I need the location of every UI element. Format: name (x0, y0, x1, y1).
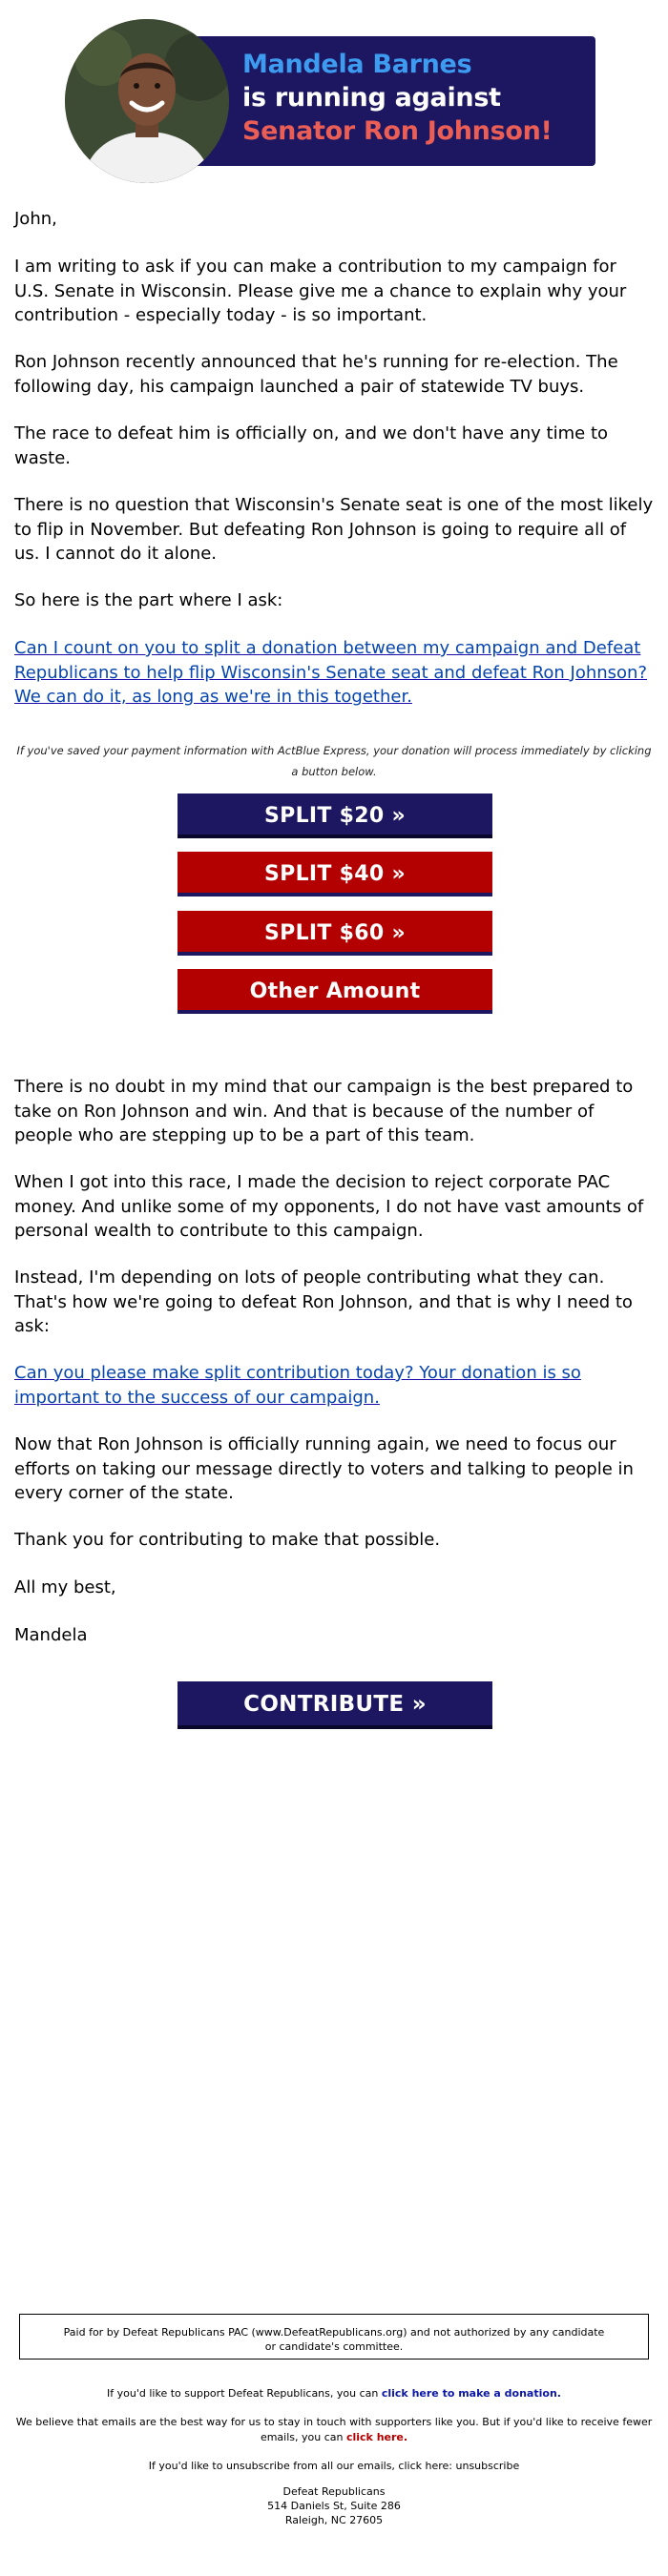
paragraph-9: Now that Ron Johnson is officially running again, we need to focus our efforts on taking our message directly to voters and talking to people in every corner of the state. (14, 1434, 634, 1503)
support-prefix: If you'd like to support Defeat Republicans, you can (107, 2387, 382, 2400)
split-20-button[interactable]: SPLIT $20 » (177, 793, 492, 838)
paid-for-disclaimer-box (19, 2314, 649, 2360)
paragraph-10: Thank you for contributing to make that possible. (14, 1530, 441, 1550)
paragraph-8: Instead, I'm depending on lots of people contributing what they can. That's how we're going to defeat Ron Johnson, and that is why I need to ask: (14, 1267, 633, 1336)
unsubscribe-line[interactable]: If you'd like to unsubscribe from all our emails, click here: unsubscribe (148, 2460, 520, 2472)
contribute-button[interactable]: CONTRIBUTE » (177, 1681, 492, 1729)
signoff: All my best, (14, 1577, 116, 1597)
support-line (14, 2386, 654, 2401)
headline-line-3: Senator Ron Johnson! (242, 116, 553, 146)
fewer-emails-line (14, 2415, 654, 2445)
paid-for-text: Paid for by Defeat Republicans PAC (www.DefeatRepublicans.org) and not authorized by any candidate or candidate's committee. (63, 2326, 605, 2353)
other-amount-button[interactable]: Other Amount (177, 969, 492, 1014)
split-60-button[interactable]: SPLIT $60 » (177, 911, 492, 956)
signature: Mandela (14, 1625, 88, 1645)
address-line-2: Raleigh, NC 27605 (284, 2514, 384, 2526)
paragraph-6: There is no doubt in my mind that our campaign is the best prepared to take on Ron Johnson and win. And that is because of the number of people who are stepping up to be a part of this team. (14, 1077, 634, 1145)
paragraph-2: Ron Johnson recently announced that he's running for re-election. The following day, his campaign launched a pair of statewide TV buys. (14, 352, 618, 397)
header-headline (242, 48, 553, 148)
candidate-photo (65, 19, 229, 183)
fewer-emails-link[interactable]: click here. (345, 2431, 408, 2443)
paragraph-3: The race to defeat him is officially on, and we don't have any time to waste. (14, 423, 609, 468)
headline-line-1: Mandela Barnes (242, 50, 472, 79)
paragraph-7: When I got into this race, I made the decision to reject corporate PAC money. And unlike some of my opponents, I do not have vast amounts of personal wealth to contribute to this campaign. (14, 1172, 644, 1241)
donation-split-link-text[interactable]: Can I count on you to split a donation between my campaign and Defeat Republicans to help flip Wisconsin's Senate seat and defeat Ron Johnson? We can do it, as long as we're in this together. (14, 638, 648, 707)
actblue-disclaimer: If you've saved your payment information with ActBlue Express, your donation will process immediately by clicking a button below. (16, 744, 652, 778)
mailing-address (14, 2484, 654, 2527)
split-contribution-link[interactable] (14, 1361, 654, 1410)
header-banner-graphic (65, 19, 595, 183)
paragraph-4: There is no question that Wisconsin's Senate seat is one of the most likely to flip in November. But defeating Ron Johnson is going to require all of us. I cannot do it alone. (14, 495, 654, 564)
fewer-emails-prefix: We believe that emails are the best way for us to stay in touch with supporters like you. But if you'd like to receive fewer emails, you can (15, 2416, 653, 2443)
split-contribution-link-text[interactable]: Can you please make split contribution today? Your donation is so important to the success of our campaign. (14, 1363, 581, 1408)
greeting: John, (14, 209, 57, 229)
split-40-button[interactable]: SPLIT $40 » (177, 852, 492, 896)
address-line-1: 514 Daniels St, Suite 286 (267, 2500, 401, 2512)
donate-link[interactable]: click here to make a donation. (381, 2387, 561, 2400)
donation-split-link[interactable] (14, 636, 654, 710)
candidate-portrait-icon (65, 19, 229, 183)
org-name: Defeat Republicans (282, 2485, 386, 2498)
paragraph-5: So here is the part where I ask: (14, 590, 283, 610)
headline-line-2: is running against (242, 83, 501, 113)
paragraph-1: I am writing to ask if you can make a contribution to my campaign for U.S. Senate in Wisconsin. Please give me a chance to explain why your contribution - especially today - is so important. (14, 257, 627, 325)
